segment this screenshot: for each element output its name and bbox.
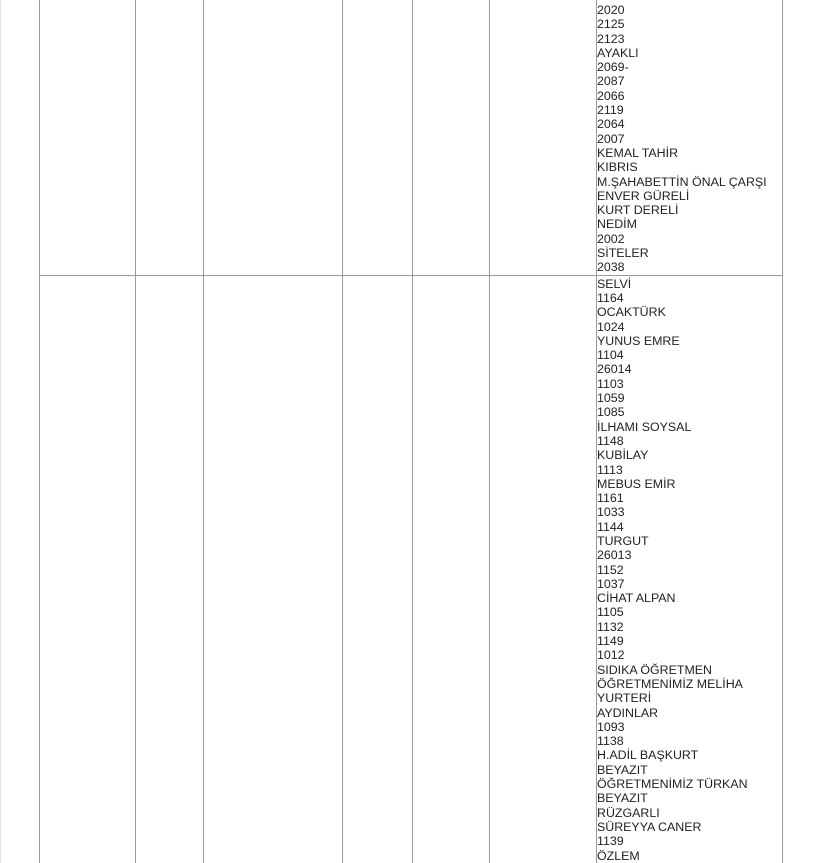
table-cell-empty: [343, 275, 413, 863]
street-name: 2038: [597, 260, 625, 275]
street-name: 1033: [597, 505, 625, 520]
street-name: H.ADİL BAŞKURT: [597, 748, 699, 763]
street-name: 1148: [597, 433, 624, 448]
street-name: AYAKLI: [597, 45, 639, 60]
table-cell-empty: [343, 0, 413, 275]
street-name: 26014: [597, 362, 632, 377]
street-name: KIBRIS: [597, 160, 638, 175]
street-name: 1144: [597, 519, 624, 534]
street-name: 1132: [597, 619, 624, 634]
street-name: 1024: [597, 319, 625, 334]
street-name: 2007: [597, 131, 625, 146]
table-cell-empty: [40, 275, 136, 863]
street-name: 1012: [597, 648, 625, 663]
street-name: AYDINLAR: [597, 705, 659, 720]
street-name: 1085: [597, 405, 625, 420]
street-name: 1161: [597, 491, 624, 506]
street-name: 1152: [597, 562, 624, 577]
street-name: 2020: [597, 3, 625, 17]
street-name: SÜREYYA CANER: [597, 819, 702, 834]
street-name: 1113: [597, 462, 623, 477]
street-name: TURGUT: [597, 533, 649, 548]
street-name: ÖĞRETMENİMİZ TÜRKAN: [597, 777, 748, 792]
street-name: İLHAMI SOYSAL: [597, 419, 692, 434]
table-cell-empty: [136, 0, 204, 275]
street-list: [597, 0, 782, 275]
street-name: 1164: [597, 290, 624, 305]
street-name: KEMAL TAHİR: [597, 145, 679, 160]
street-name: SIDIKA ÖĞRETMEN: [597, 662, 712, 677]
table-cell-empty: [413, 275, 490, 863]
street-name: 2064: [597, 117, 625, 132]
street-name: 1149: [597, 634, 624, 649]
street-name: RÜZGARLI: [597, 805, 660, 820]
table-cell-empty: [204, 0, 343, 275]
street-name: 26013: [597, 548, 632, 563]
street-name: CİHAT ALPAN: [597, 591, 676, 606]
street-name: SİTELER: [597, 246, 649, 261]
street-name: OCAKTÜRK: [597, 305, 666, 320]
street-name: YUNUS EMRE: [597, 333, 680, 348]
street-name: 1105: [597, 605, 624, 620]
street-name: ÖZLEM: [597, 848, 640, 863]
table-cell-empty: [490, 0, 597, 275]
street-name: 1138: [597, 734, 624, 749]
table-cell-empty: [136, 275, 204, 863]
street-name: NEDİM: [597, 217, 637, 232]
street-name: KURT DERELİ: [597, 203, 679, 218]
street-name: 2123: [597, 31, 625, 46]
street-name: 1059: [597, 391, 625, 406]
street-name: 1037: [597, 576, 625, 591]
street-name: 1139: [597, 834, 624, 849]
street-name: 2125: [597, 17, 625, 32]
street-name: KUBİLAY: [597, 448, 649, 463]
table-cell-empty: [413, 0, 490, 275]
table-cell-empty: [490, 275, 597, 863]
table-row: [40, 0, 783, 275]
street-name: BEYAZIT: [597, 762, 648, 777]
street-name: 2087: [597, 74, 625, 89]
street-name: ÖĞRETMENİMİZ MELİHA: [597, 676, 743, 691]
street-name: SELVİ: [597, 276, 632, 291]
street-list-table: [39, 0, 783, 863]
street-name: 2069-: [597, 60, 629, 75]
street-name: ENVER GÜRELİ: [597, 188, 690, 203]
street-list-cell: [597, 275, 783, 863]
street-name: MEBUS EMİR: [597, 476, 676, 491]
street-name: BEYAZIT: [597, 791, 648, 806]
street-name: 1103: [597, 376, 624, 391]
street-name: 2002: [597, 231, 625, 246]
street-name: 1104: [597, 348, 624, 363]
street-name: YURTERİ: [597, 691, 652, 706]
page-edge-rule: [0, 0, 1, 863]
street-list-cell: [597, 0, 783, 275]
street-name: 2119: [597, 103, 624, 118]
table-cell-empty: [40, 0, 136, 275]
table-cell-empty: [204, 275, 343, 863]
street-name: 2066: [597, 88, 625, 103]
street-name: M.ŞAHABETTİN ÖNAL ÇARŞI: [597, 174, 767, 189]
street-list: [597, 276, 782, 863]
table-row: [40, 275, 783, 863]
street-name: 1093: [597, 719, 625, 734]
